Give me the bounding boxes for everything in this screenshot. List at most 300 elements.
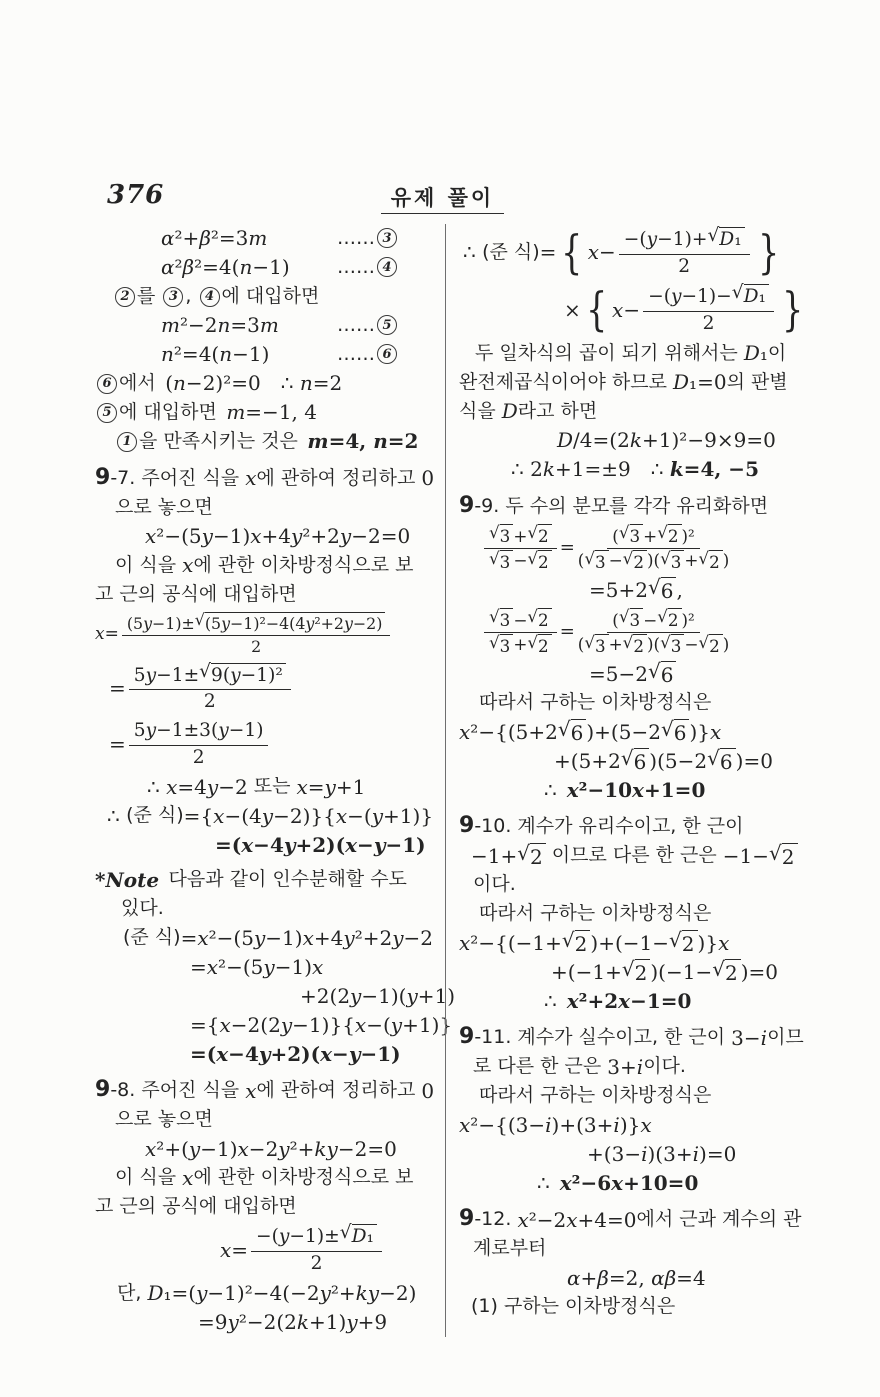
math-text: x=: [220, 1237, 249, 1262]
math-text: +: [608, 633, 623, 654]
doc-line: [95, 493, 439, 522]
math-text: 2: [634, 960, 648, 985]
math-text: )}x: [697, 930, 730, 955]
math-text: α²+β²=3m: [161, 226, 268, 251]
two-column-layout: [95, 224, 807, 1337]
doc-line: [459, 224, 807, 281]
radical-sign-icon: √: [618, 605, 630, 626]
math-text: =: [539, 240, 557, 265]
radical-sign-icon: √: [622, 548, 634, 569]
korean-text: ,: [185, 284, 198, 307]
doc-line: [95, 427, 439, 456]
korean-text: ……: [337, 342, 375, 365]
square-root: [657, 521, 681, 546]
math-text: 2: [709, 635, 720, 656]
math-text: x²−(5y−1)x+4y²+2y−2=0: [145, 524, 411, 549]
math-text: 2: [538, 525, 549, 546]
math-text: 2: [251, 637, 262, 657]
page-title: [75, 182, 810, 212]
math-text: 6: [719, 749, 733, 774]
circled-number-icon: 6: [377, 344, 397, 364]
korean-text: -9. 두 수의 분모를 각각 유리화하면: [474, 494, 769, 517]
doc-line: [459, 1168, 807, 1197]
left-column: [95, 224, 456, 1337]
circled-number-icon: 3: [377, 228, 397, 248]
math-text: −: [513, 550, 528, 571]
math-text: 2: [633, 635, 644, 656]
doc-line: [459, 426, 807, 455]
radical-sign-icon: √: [489, 605, 500, 626]
page-header: [75, 180, 810, 218]
math-text: ×: [564, 297, 581, 322]
math-text: 2: [310, 1252, 323, 1274]
doc-line: [95, 1221, 439, 1278]
radical-sign-icon: √: [584, 548, 595, 569]
korean-text: 이 식을: [115, 1166, 183, 1189]
math-bold: x²+2x−1=0: [566, 988, 692, 1013]
korean-text: 두 일차식의 곱이 되기 위해서는: [475, 341, 744, 364]
math-text: 3: [594, 635, 606, 656]
math-text: m=−1, 4: [226, 400, 317, 425]
radical-sign-icon: √: [584, 631, 595, 652]
square-root: [732, 284, 769, 309]
math-text: +2(2y−1)(y+1): [300, 983, 456, 1008]
square-root: [199, 660, 286, 688]
math-text: 6: [660, 662, 674, 687]
doc-line: [95, 224, 439, 253]
radical-sign-icon: √: [527, 631, 539, 652]
math-text: )+(−1−: [590, 930, 670, 955]
math-text: −: [684, 633, 699, 654]
math-text: )(5−2: [649, 748, 708, 773]
math-text: 2: [538, 635, 549, 656]
radical-sign-icon: √: [648, 574, 661, 599]
math-text: 6: [570, 720, 584, 745]
square-root: [660, 550, 684, 572]
math-text: ∴ 2k+1=±9 ∴: [511, 456, 664, 481]
doc-line: [459, 957, 807, 986]
math-text: −: [608, 550, 623, 571]
math-text: 2: [724, 960, 738, 985]
square-root: [622, 631, 647, 656]
doc-line: [95, 1105, 439, 1134]
math-text: ∴ x=4y−2: [147, 774, 248, 799]
radical-sign-icon: √: [660, 716, 674, 741]
square-root: [769, 840, 797, 869]
korean-text: -11. 계수가 실수이고, 한 근이: [474, 1026, 732, 1049]
math-text: x²+(y−1)x−2y²+ky−2=0: [145, 1136, 397, 1161]
circled-number-icon: 4: [200, 287, 220, 307]
math-text: =: [559, 537, 575, 559]
math-text: 3: [499, 525, 511, 546]
radical-sign-icon: √: [339, 1222, 352, 1244]
math-text: 3: [594, 552, 606, 573]
big-brace: {: [585, 282, 607, 337]
doc-line: [95, 981, 456, 1010]
doc-line: [459, 1052, 807, 1081]
math-bold: =(x−4y+2)(x−y−1): [215, 832, 426, 857]
radical-sign-icon: √: [712, 956, 725, 981]
doc-line: [459, 576, 807, 605]
square-root: [527, 521, 551, 546]
radical-sign-icon: √: [618, 521, 630, 542]
big-brace: {: [561, 224, 583, 279]
problem-number: 9: [459, 1024, 475, 1050]
math-text: x: [245, 466, 257, 491]
radical-sign-icon: √: [527, 548, 539, 569]
doc-line: [459, 281, 807, 338]
square-root: [648, 574, 676, 603]
math-text: D₁: [743, 340, 768, 365]
korean-text: 으로 놓으면: [115, 1108, 213, 1131]
math-bold: =(x−4y+2)(x−y−1): [190, 1041, 401, 1066]
doc-line: [459, 841, 807, 870]
math-text: D₁: [743, 286, 767, 308]
square-root: [527, 631, 551, 656]
radical-sign-icon: √: [648, 658, 661, 683]
math-text: −: [513, 609, 528, 630]
math-text: −(y−1)+: [623, 229, 708, 250]
korean-text: (준 식): [123, 926, 181, 949]
math-text: )}x: [689, 719, 722, 744]
radical-sign-icon: √: [707, 745, 720, 770]
circled-number-icon: 3: [163, 287, 183, 307]
radical-sign-icon: √: [489, 548, 500, 569]
doc-line: [95, 1010, 453, 1039]
math-text: )+(5−2: [586, 719, 661, 744]
doc-line: [95, 369, 439, 398]
korean-text: 이: [767, 341, 787, 364]
korean-text: 단,: [117, 1281, 148, 1304]
radical-sign-icon: √: [199, 660, 212, 682]
doc-line: [459, 746, 807, 775]
page-number: 376: [107, 180, 165, 210]
doc-line: [95, 772, 439, 801]
korean-text: 이다.: [643, 1055, 686, 1078]
doc-line: [459, 986, 807, 1015]
korean-text: 을 만족시키는 것은: [139, 429, 308, 452]
doc-line: [95, 1279, 439, 1308]
math-text: 6: [633, 749, 647, 774]
math-text: (5y−1)±: [126, 614, 195, 633]
doc-line: [459, 521, 807, 576]
math-text: D₁: [719, 229, 742, 250]
korean-text: 또는: [247, 775, 297, 798]
doc-line: [459, 455, 807, 484]
math-text: x: [245, 1078, 257, 1103]
math-text: )(: [647, 633, 661, 654]
math-text: =9y²−2(2k+1)y+9: [198, 1309, 388, 1334]
math-text: 2: [681, 931, 695, 956]
korean-text: 이므: [767, 1026, 804, 1049]
square-root: [618, 521, 643, 546]
doc-line: [459, 1234, 807, 1263]
korean-text: 고 근의 공식에 대입하면: [95, 582, 297, 605]
doc-line: [95, 609, 439, 660]
math-text: (: [612, 609, 619, 630]
square-root: [489, 550, 513, 572]
korean-text: 따라서 구하는 이차방정식은: [479, 1084, 712, 1107]
korean-text: 에 대입하면: [119, 400, 227, 423]
radical-sign-icon: √: [561, 927, 575, 952]
korean-text: 따라서 구하는 이차방정식은: [479, 902, 712, 925]
doc-line: [459, 775, 807, 804]
korean-text: 의 판별: [726, 370, 788, 393]
korean-text: 에 관한 이차방정식으로 보: [193, 553, 414, 576]
math-text: +(3−i)(3+i)=0: [587, 1141, 737, 1166]
square-root: [669, 927, 697, 956]
square-root: [517, 840, 545, 869]
math-text: 0: [421, 466, 435, 491]
square-root: [489, 631, 513, 656]
doc-line: [459, 1292, 807, 1321]
circled-number-icon: 2: [115, 287, 135, 307]
fraction: [619, 227, 750, 278]
math-text: x²−{(5+2: [459, 719, 558, 744]
math-bold: k=4, −5: [669, 456, 759, 481]
doc-line: [459, 812, 807, 841]
square-root: [698, 550, 722, 572]
note-label: *Note: [95, 867, 160, 892]
math-text: 3−i: [731, 1025, 768, 1050]
math-text: +(5+2: [554, 748, 621, 773]
math-text: 9(y−1)²: [211, 664, 283, 686]
korean-text: 이므로 다른 한 근은: [545, 844, 723, 867]
math-text: −1+: [471, 843, 518, 868]
doc-line: [95, 1076, 439, 1105]
square-root: [557, 716, 586, 745]
math-text: 3: [499, 552, 511, 573]
korean-text: 으로 놓으면: [115, 495, 213, 518]
math-text: 5y−1±3(y−1): [133, 719, 264, 741]
math-text: ): [722, 550, 730, 571]
fraction: [484, 521, 557, 573]
doc-line: [95, 952, 439, 981]
math-text: ∴: [544, 777, 557, 802]
math-text: (n−2)²=0 ∴ n=2: [165, 371, 343, 396]
doc-line: [459, 1110, 807, 1139]
math-text: α+β=2, αβ=4: [567, 1265, 706, 1290]
doc-line: [459, 659, 807, 688]
math-text: ,: [676, 577, 683, 602]
problem-number: 9: [95, 465, 111, 491]
math-bold: x²−10x+1=0: [566, 777, 706, 802]
math-text: ∴: [107, 803, 120, 828]
problem-number: 9: [459, 492, 475, 518]
korean-text: -7. 주어진 식을: [110, 466, 246, 489]
radical-sign-icon: √: [489, 521, 500, 542]
equation-number-tail: [337, 227, 439, 250]
korean-text: ……: [337, 255, 375, 278]
radical-sign-icon: √: [657, 605, 668, 626]
korean-text: (준 식): [482, 241, 540, 264]
math-text: 3: [629, 525, 641, 546]
math-text: 2: [203, 691, 216, 713]
math-text: ∴: [544, 988, 557, 1013]
math-text: )(: [647, 550, 661, 571]
circled-number-icon: 1: [117, 432, 137, 452]
doc-line: [459, 688, 807, 717]
doc-line: [95, 398, 439, 427]
doc-line: [459, 870, 807, 899]
doc-line: [95, 894, 439, 923]
math-text: x−: [612, 297, 641, 322]
fraction: [251, 1224, 382, 1275]
page-title-text: 유제 풀이: [381, 186, 504, 214]
math-text: 2: [530, 844, 543, 869]
math-text: (5y−1)²−4(4y²+2y−2): [204, 614, 383, 633]
square-root: [660, 631, 684, 656]
equation-number-tail: [337, 256, 439, 279]
doc-line: [95, 660, 439, 717]
math-text: =x²−(5y−1)x+4y²+2y−2: [180, 925, 434, 950]
fraction: [129, 720, 269, 769]
korean-text: 에 관한 이차방정식으로 보: [193, 1166, 414, 1189]
doc-line: [459, 397, 807, 426]
math-text: +: [513, 633, 528, 654]
math-text: n²=4(n−1): [161, 342, 270, 367]
math-text: 3+i: [607, 1054, 644, 1079]
square-root: [489, 521, 513, 546]
math-text: x: [182, 1165, 194, 1190]
math-text: x=y+1: [296, 774, 366, 799]
math-text: D/4=(2k+1)²−9×9=0: [557, 427, 776, 452]
doc-line: [95, 311, 439, 340]
math-text: −(y−1)−: [648, 286, 732, 308]
square-root: [340, 1224, 377, 1249]
math-text: )²: [681, 609, 695, 630]
math-text: +: [643, 525, 658, 546]
math-text: 0: [421, 1078, 435, 1103]
math-text: ): [722, 633, 730, 654]
math-text: =: [109, 732, 126, 757]
math-text: x²−{(−1+: [459, 930, 562, 955]
circled-number-icon: 4: [377, 257, 397, 277]
doc-line: [95, 522, 439, 551]
radical-sign-icon: √: [660, 631, 671, 652]
square-root: [657, 605, 681, 630]
math-text: ∴: [463, 240, 476, 265]
circled-number-icon: 5: [97, 403, 117, 423]
math-text: x=: [95, 623, 119, 644]
math-text: (: [577, 633, 585, 654]
math-text: D: [501, 398, 518, 423]
radical-sign-icon: √: [489, 631, 500, 652]
fraction: [577, 605, 730, 657]
fraction: [484, 605, 557, 657]
math-text: 2: [538, 552, 549, 573]
korean-text: 계로부터: [473, 1237, 547, 1260]
math-text: 2: [633, 552, 644, 573]
math-text: m²−2n=3m: [161, 313, 279, 338]
radical-sign-icon: √: [194, 610, 205, 629]
math-text: (: [612, 525, 619, 546]
circled-number-icon: 5: [377, 315, 397, 335]
math-text: )=0: [735, 748, 773, 773]
doc-line: [95, 923, 439, 952]
math-text: −(y−1)±: [256, 1226, 340, 1248]
doc-line: [95, 580, 439, 609]
doc-line: [459, 605, 807, 660]
doc-line: [95, 801, 439, 830]
math-text: 2: [667, 609, 679, 630]
radical-sign-icon: √: [517, 840, 531, 865]
doc-line: [95, 717, 439, 772]
math-text: 2: [667, 525, 679, 546]
equation-number-tail: [337, 314, 439, 337]
doc-line: [459, 899, 807, 928]
math-text: x²−2x+4=0: [517, 1207, 637, 1232]
square-root: [620, 745, 649, 774]
radical-sign-icon: √: [769, 840, 782, 865]
radical-sign-icon: √: [527, 605, 539, 626]
math-text: =: [109, 676, 126, 701]
doc-line: [95, 282, 439, 311]
square-root: [707, 227, 744, 252]
korean-text: 있다.: [121, 897, 164, 920]
math-text: 6: [660, 578, 674, 603]
doc-line: [95, 464, 439, 493]
doc-line: [459, 1205, 807, 1234]
korean-text: 라고 하면: [517, 399, 598, 422]
korean-text: (1) 구하는 이차방정식은: [471, 1295, 676, 1318]
math-text: )²: [681, 525, 695, 546]
fraction: [643, 284, 774, 335]
radical-sign-icon: √: [621, 956, 635, 981]
math-text: x−: [587, 240, 616, 265]
doc-line: [95, 1192, 439, 1221]
korean-text: 에 관하여 정리하고: [256, 466, 422, 489]
fraction: [577, 521, 730, 573]
math-text: D₁=(y−1)²−4(−2y²+ky−2): [147, 1280, 417, 1305]
radical-sign-icon: √: [698, 548, 710, 569]
doc-line: [95, 340, 439, 369]
circled-number-icon: 6: [97, 374, 117, 394]
equation-number-tail: [337, 343, 439, 366]
math-text: (: [577, 550, 585, 571]
doc-line: [459, 1023, 807, 1052]
radical-sign-icon: √: [660, 548, 671, 569]
radical-sign-icon: √: [731, 282, 744, 304]
doc-line: [95, 253, 439, 282]
math-text: D₁: [351, 1226, 374, 1248]
math-text: 3: [499, 635, 511, 656]
math-text: −: [643, 609, 658, 630]
big-brace: }: [782, 282, 804, 337]
doc-line: [459, 717, 807, 746]
doc-line: [95, 1308, 439, 1337]
radical-sign-icon: √: [622, 631, 634, 652]
korean-text: -8. 주어진 식을: [110, 1079, 246, 1102]
math-text: 2: [709, 552, 720, 573]
math-text: =: [559, 620, 575, 642]
math-text: ={x−2(2y−1)}{x−(y+1)}: [190, 1012, 453, 1037]
square-root: [707, 745, 735, 774]
math-text: D₁=0: [672, 369, 727, 394]
doc-line: [459, 368, 807, 397]
square-root: [648, 658, 676, 687]
math-text: 2: [678, 255, 691, 277]
fraction: [122, 612, 391, 657]
radical-sign-icon: √: [698, 631, 710, 652]
doc-line: [95, 830, 439, 859]
math-text: ∴: [537, 1170, 550, 1195]
korean-text: 따라서 구하는 이차방정식은: [479, 691, 712, 714]
problem-number: 9: [459, 1206, 475, 1232]
math-bold: x²−6x+10=0: [559, 1170, 699, 1195]
math-text: ={x−(4y−2)}{x−(y+1)}: [183, 803, 434, 828]
square-root: [527, 550, 551, 572]
